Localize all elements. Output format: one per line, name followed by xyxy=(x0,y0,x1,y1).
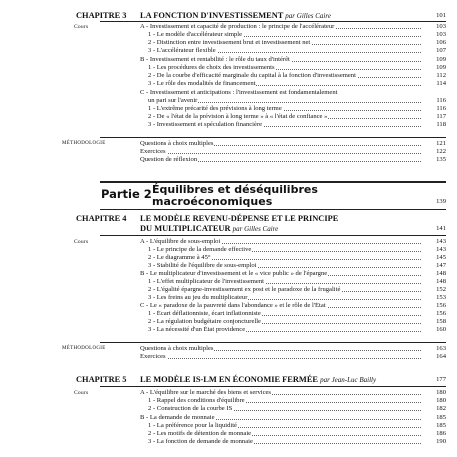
toc-entry-page: 109 xyxy=(436,56,446,63)
toc-entry-text: C - Investissement et anticipations : l'investissement est fondamentalement xyxy=(140,89,338,96)
toc-entry[interactable] xyxy=(0,270,457,278)
toc-entry[interactable] xyxy=(0,353,457,361)
toc-entry-page: 182 xyxy=(436,405,446,412)
toc-entry-page: 185 xyxy=(436,414,446,421)
toc-entry[interactable] xyxy=(0,405,457,413)
chapter-5-author: par Jean-Luc Bailly xyxy=(320,376,377,384)
toc-entry[interactable] xyxy=(0,121,457,129)
toc-entry-page: 152 xyxy=(436,286,446,293)
toc-entry[interactable] xyxy=(0,294,457,302)
toc-entry[interactable] xyxy=(0,113,457,121)
toc-entry[interactable] xyxy=(0,64,457,72)
toc-entry-page: 185 xyxy=(436,422,446,429)
toc-entry[interactable] xyxy=(0,56,457,64)
toc-entry-page: 103 xyxy=(436,23,446,30)
toc-entry-text: 1 - Écart déflationniste, écart inflationniste xyxy=(148,310,261,317)
part-2-label: Partie 2 xyxy=(101,187,152,201)
chapter-4-page: 141 xyxy=(436,225,446,232)
toc-entry-text: 2 - La régulation budgétaire conjoncturelle xyxy=(148,318,261,325)
toc-entry-text: 3 - Stabilité de l'équilibre de sous-emploi xyxy=(148,262,257,269)
toc-entry-page: 114 xyxy=(436,80,446,87)
chapter-4-number: CHAPITRE 4 xyxy=(76,214,127,223)
toc-entry-page: 107 xyxy=(436,47,446,54)
chapter-4-rule xyxy=(100,235,446,236)
toc-entry-page: 147 xyxy=(436,262,446,269)
toc-entry-page: 145 xyxy=(436,254,446,261)
chapter-5-rule xyxy=(100,386,446,387)
toc-entry-page: 121 xyxy=(436,140,446,147)
toc-entry[interactable] xyxy=(0,97,457,105)
toc-entry-page: 143 xyxy=(436,246,446,253)
chapter-5-title: LE MODÈLE IS-LM EN ÉCONOMIE FERMÉE xyxy=(140,375,318,384)
toc-entry[interactable] xyxy=(0,318,457,326)
toc-entry-text: 2 - Les motifs de détention de monnaie xyxy=(148,430,252,437)
chapter-4-title-line-1: LE MODÈLE REVENU-DÉPENSE ET LE PRINCIPE xyxy=(140,214,339,223)
toc-entry[interactable] xyxy=(0,397,457,405)
toc-entry[interactable] xyxy=(0,39,457,47)
toc-entry-text: 1 - Les procédures de choix des investissements xyxy=(148,64,275,71)
toc-entry[interactable] xyxy=(0,238,457,246)
toc-entry-text: 3 - Le rôle des modalités de financement xyxy=(148,80,256,87)
toc-entry[interactable] xyxy=(0,430,457,438)
toc-entry-text: 3 - Les freins au jeu du multiplicateur xyxy=(148,294,248,301)
toc-entry[interactable] xyxy=(0,80,457,88)
chapter-3-title: LA FONCTION D'INVESTISSEMENT xyxy=(140,11,284,20)
chapter-5-cours-label: Cours xyxy=(74,390,89,396)
toc-entry-text: A - Investissement et capacité de production : le principe de l'accélérateur xyxy=(140,23,335,30)
part-2-page: 139 xyxy=(436,198,446,205)
chapter-3-rule xyxy=(100,21,446,22)
toc-entry[interactable] xyxy=(0,72,457,80)
toc-entry-text: 3 - L'accélérateur flexible xyxy=(148,47,216,54)
toc-entry-page: 109 xyxy=(436,64,446,71)
toc-entry-text: B - Investissement et rentabilité : le rôle du taux d'intérêt xyxy=(140,56,290,63)
toc-entry[interactable] xyxy=(0,23,457,31)
toc-entry[interactable] xyxy=(0,286,457,294)
toc-entry-text: A - L'équilibre sur le marché des biens et services xyxy=(140,389,272,396)
toc-entry-page: 160 xyxy=(436,326,446,333)
toc-entry-page: 163 xyxy=(436,345,446,352)
toc-entry-page: 156 xyxy=(436,302,446,309)
toc-entry[interactable] xyxy=(0,414,457,422)
toc-entry-page: 135 xyxy=(436,156,446,163)
toc-entry-page: 153 xyxy=(436,294,446,301)
part-2-title-line-2: macroéconomiques xyxy=(152,195,273,208)
toc-entry-text: 3 - La fonction de demande de monnaie xyxy=(148,438,253,445)
toc-entry-text: 1 - L'extrême précarité des prévisions à long terme xyxy=(148,105,282,112)
toc-entry-page: 148 xyxy=(436,270,446,277)
toc-entry-text: 2 - L'égalité épargne-investissement ex post et le paradoxe de la frugalité xyxy=(148,286,341,293)
toc-entry-text: 2 - Le diagramme à 45° xyxy=(148,254,211,261)
toc-entry[interactable] xyxy=(0,31,457,39)
toc-entry[interactable] xyxy=(0,345,457,353)
toc-entry[interactable] xyxy=(0,438,457,446)
toc-entry-text: 1 - L'effet multiplicateur de l'investissement xyxy=(148,278,264,285)
toc-entry[interactable] xyxy=(0,262,457,270)
chapter-4-method-rule xyxy=(100,342,446,343)
toc-entry[interactable] xyxy=(0,148,457,156)
toc-entry-page: 116 xyxy=(436,105,446,112)
toc-entry[interactable] xyxy=(0,389,457,397)
toc-entry-page: 122 xyxy=(436,148,446,155)
chapter-4-method-label: MÉTHODOLOGIE xyxy=(62,346,106,351)
chapter-5-page: 177 xyxy=(436,376,446,383)
toc-entry-page: 156 xyxy=(436,310,446,317)
toc-entry[interactable] xyxy=(0,254,457,262)
toc-entry-text: Exercices xyxy=(140,148,166,155)
toc-entry[interactable] xyxy=(0,326,457,334)
toc-entry-text: 2 - Construction de la courbe IS xyxy=(148,405,233,412)
toc-entry-text: Questions à choix multiples xyxy=(140,140,214,147)
chapter-3-number: CHAPITRE 3 xyxy=(76,11,127,20)
toc-entry-text: 1 - Le principe de la demande effective xyxy=(148,246,252,253)
toc-entry[interactable] xyxy=(0,156,457,164)
chapter-3-cours-label: Cours xyxy=(74,24,89,30)
toc-entry[interactable] xyxy=(0,47,457,55)
toc-entry-page: 180 xyxy=(436,389,446,396)
toc-entry-page: 117 xyxy=(436,113,446,120)
toc-entry-text: un pari sur l'avenir xyxy=(148,97,198,104)
toc-entry-page: 180 xyxy=(436,397,446,404)
toc-entry-page: 164 xyxy=(436,353,446,360)
toc-entry-page: 112 xyxy=(436,72,446,79)
toc-entry-page: 143 xyxy=(436,238,446,245)
toc-entry[interactable] xyxy=(0,310,457,318)
chapter-3-method-rule xyxy=(100,137,446,138)
toc-entry-text: 2 - De « l'état de la prévision à long terme » à « l'état de confiance » xyxy=(148,113,328,120)
toc-entry-text: B - Le multiplicateur d'investissement et le « vice public » de l'épargne xyxy=(140,270,328,277)
toc-entry-page: 148 xyxy=(436,278,446,285)
toc-entry-page: 118 xyxy=(436,121,446,128)
toc-entry-text: 3 - Investissement et spéculation financière xyxy=(148,121,263,128)
toc-entry-text: 1 - Le modèle d'accélérateur simple xyxy=(148,31,243,38)
toc-entry-text: C - Le « paradoxe de la pauvreté dans l'abondance » et le rôle de l'État xyxy=(140,302,326,309)
toc-entry-page: 158 xyxy=(436,318,446,325)
chapter-5-number: CHAPITRE 5 xyxy=(76,375,127,384)
toc-entry-text: Exercices xyxy=(140,353,166,360)
part-2-title-line-1: Équilibres et déséquilibres xyxy=(152,183,318,196)
toc-entry[interactable] xyxy=(0,105,457,113)
toc-entry[interactable] xyxy=(0,422,457,430)
toc-entry-page: 186 xyxy=(436,430,446,437)
toc-entry-text: Questions à choix multiples xyxy=(140,345,214,352)
chapter-4-title-line-2: DU MULTIPLICATEUR xyxy=(140,224,231,233)
chapter-3-method-label: MÉTHODOLOGIE xyxy=(62,141,106,146)
toc-entry-text: 2 - De la courbe d'efficacité marginale du capital à la fonction d'investissement xyxy=(148,72,356,79)
toc-entry[interactable] xyxy=(0,246,457,254)
toc-entry-text: B - La demande de monnaie xyxy=(140,414,215,421)
toc-entry[interactable] xyxy=(0,89,457,97)
toc-entry-page: 103 xyxy=(436,31,446,38)
chapter-3-page: 101 xyxy=(436,12,446,19)
toc-entry-text: 1 - Rappel des conditions d'équilibre xyxy=(148,397,245,404)
toc-entry-page: 116 xyxy=(436,97,446,104)
toc-entry-text: A - L'équilibre de sous-emploi xyxy=(140,238,221,245)
toc-entry[interactable] xyxy=(0,278,457,286)
toc-entry-text: Question de réflexion xyxy=(140,156,198,163)
toc-entry[interactable] xyxy=(0,302,457,310)
toc-entry-text: 3 - La nécessité d'un État providence xyxy=(148,326,246,333)
toc-entry-page: 190 xyxy=(436,438,446,445)
toc-entry-page: 106 xyxy=(436,39,446,46)
toc-entry-text: 2 - Distinction entre investissement brut et investissement net xyxy=(148,39,311,46)
part-2-bottom-rule xyxy=(100,209,446,210)
toc-entry-text: 1 - La préférence pour la liquidité xyxy=(148,422,237,429)
chapter-4-cours-label: Cours xyxy=(74,239,89,245)
chapter-3-author: par Gilles Caire xyxy=(285,12,331,20)
toc-entry[interactable] xyxy=(0,140,457,148)
chapter-4-author: par Gilles Caire xyxy=(232,225,279,233)
